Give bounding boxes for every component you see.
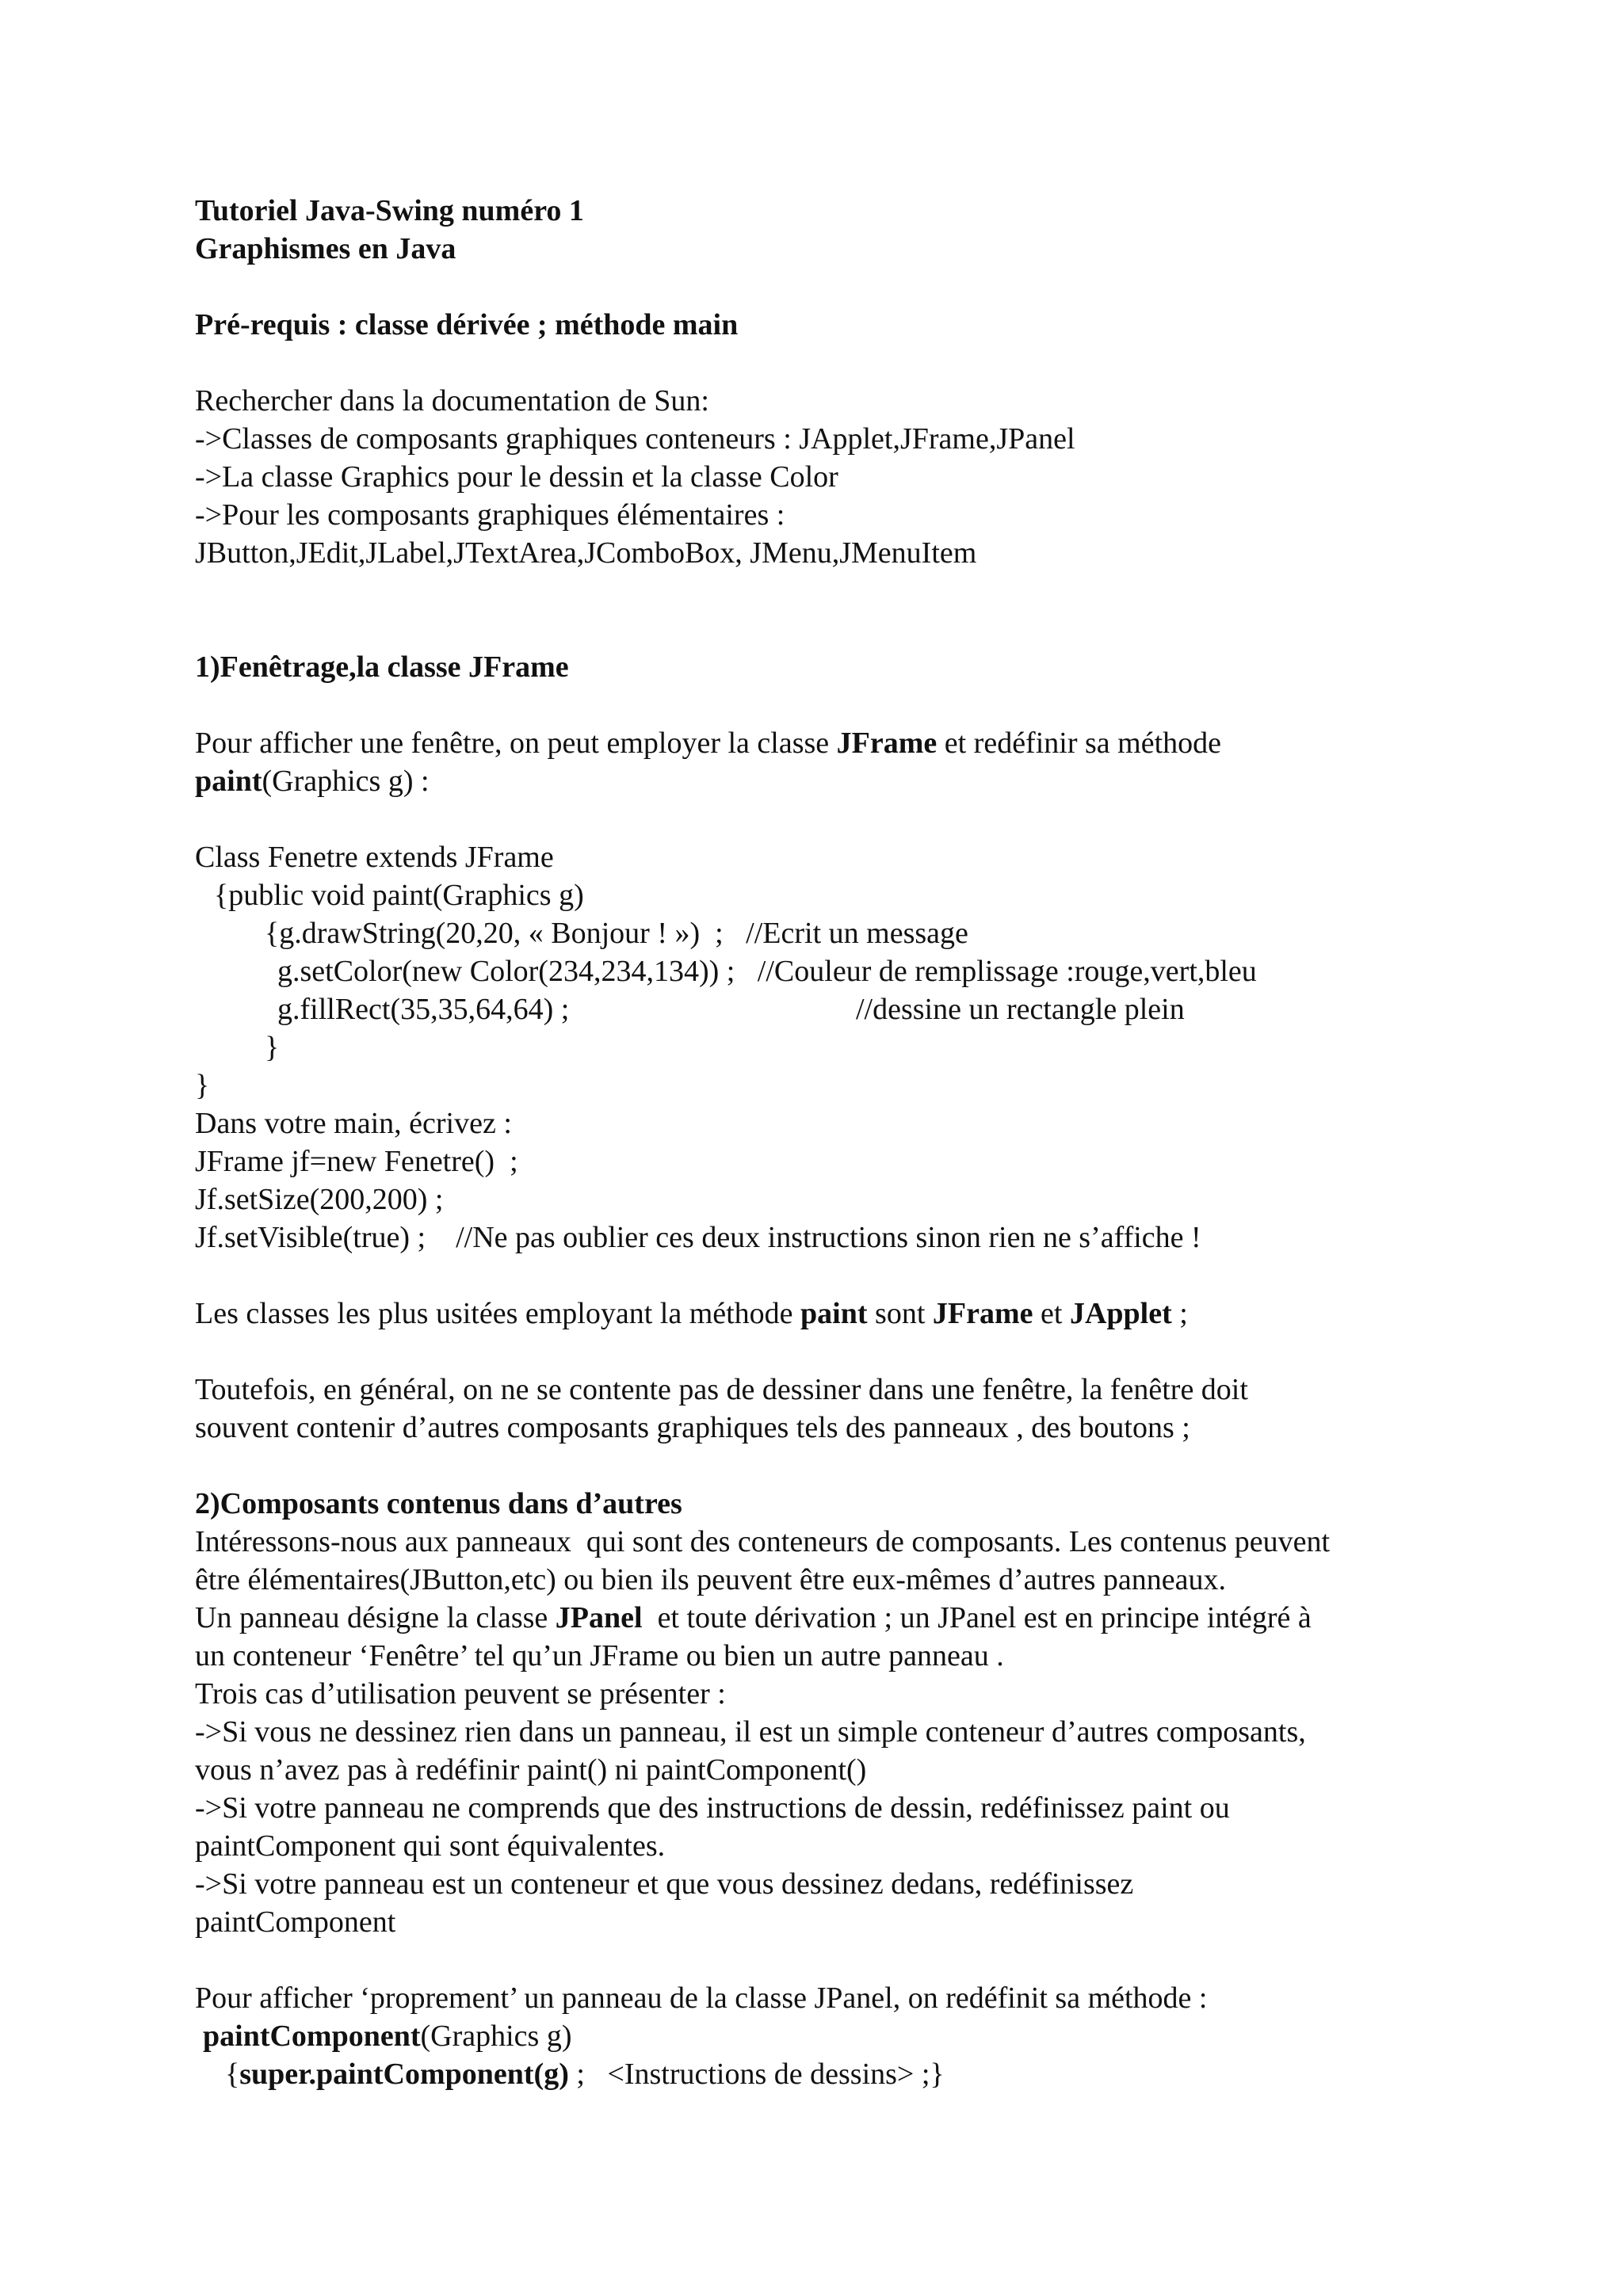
- code-line: }: [265, 1031, 280, 1064]
- section2-line: ->Si votre panneau est un conteneur et que vous dessinez dedans, redéfinissez: [195, 1867, 1134, 1901]
- section2-line: ->Si vous ne dessinez rien dans un panneau, il est un simple conteneur d’autres composants,: [195, 1715, 1306, 1749]
- code-line: Class Fenetre extends JFrame: [195, 841, 554, 874]
- section2-line: Un panneau désigne la classe JPanel et toute dérivation ; un JPanel est en principe intégré à: [195, 1601, 1312, 1634]
- paint-component-body: {super.paintComponent(g) ; <Instructions de dessins> ;}: [225, 2058, 945, 2091]
- section1-paragraph-cont: paint(Graphics g) :: [195, 765, 430, 798]
- code-line: {g.drawString(20,20, « Bonjour ! ») ; //Ecrit un message: [265, 917, 968, 950]
- intro-item: JButton,JEdit,JLabel,JTextArea,JComboBox, JMenu,JMenuItem: [195, 536, 977, 570]
- section2-line: un conteneur ‘Fenêtre’ tel qu’un JFrame ou bien un autre panneau .: [195, 1639, 1004, 1672]
- section2-heading: 2)Composants contenus dans d’autres: [195, 1487, 682, 1520]
- section2-line: Trois cas d’utilisation peuvent se présenter :: [195, 1677, 726, 1711]
- doc-subtitle: Graphismes en Java: [195, 232, 456, 265]
- main-code-line: Jf.setVisible(true) ; //Ne pas oublier ces deux instructions sinon rien ne s’affiche !: [195, 1221, 1201, 1254]
- intro-lead: Rechercher dans la documentation de Sun:: [195, 384, 709, 418]
- section1-paragraph-3: souvent contenir d’autres composants graphiques tels des panneaux , des boutons ;: [195, 1411, 1190, 1444]
- intro-item: ->Pour les composants graphiques élémentaires :: [195, 498, 785, 532]
- section2-line: ->Si votre panneau ne comprends que des instructions de dessin, redéfinissez paint ou: [195, 1791, 1230, 1825]
- section1-paragraph-2: Les classes les plus usitées employant la méthode paint sont JFrame et JApplet ;: [195, 1297, 1188, 1330]
- section2-line: vous n’avez pas à redéfinir paint() ni paintComponent(): [195, 1753, 867, 1787]
- paint-component-signature: paintComponent(Graphics g): [203, 2019, 572, 2053]
- section2-line: Intéressons-nous aux panneaux qui sont des conteneurs de composants. Les contenus peuvent: [195, 1525, 1331, 1558]
- document-page: [195, 192, 1463, 2093]
- code-line: g.setColor(new Color(234,234,134)) ; //Couleur de remplissage :rouge,vert,bleu: [277, 955, 1257, 988]
- code-line: {public void paint(Graphics g): [214, 879, 584, 912]
- code-line: g.fillRect(35,35,64,64) ; //dessine un rectangle plein: [277, 993, 1185, 1026]
- section1-paragraph: Pour afficher une fenêtre, on peut employer la classe JFrame et redéfinir sa méthode: [195, 727, 1221, 760]
- section2-paragraph: Pour afficher ‘proprement’ un panneau de la classe JPanel, on redéfinit sa méthode :: [195, 1981, 1208, 2015]
- section2-line: paintComponent: [195, 1905, 396, 1939]
- prerequisites: Pré-requis : classe dérivée ; méthode main: [195, 308, 739, 341]
- main-code-line: JFrame jf=new Fenetre() ;: [195, 1145, 518, 1178]
- code-line: }: [195, 1069, 210, 1102]
- section1-paragraph-3: Toutefois, en général, on ne se contente pas de dessiner dans une fenêtre, la fenêtre doit: [195, 1373, 1248, 1406]
- main-lead: Dans votre main, écrivez :: [195, 1107, 512, 1140]
- section2-line: être élémentaires(JButton,etc) ou bien ils peuvent être eux-mêmes d’autres panneaux.: [195, 1563, 1226, 1596]
- intro-item: ->Classes de composants graphiques conteneurs : JApplet,JFrame,JPanel: [195, 422, 1075, 456]
- doc-title: Tutoriel Java-Swing numéro 1: [195, 194, 584, 227]
- main-code-line: Jf.setSize(200,200) ;: [195, 1183, 444, 1216]
- section2-line: paintComponent qui sont équivalentes.: [195, 1829, 666, 1863]
- intro-item: ->La classe Graphics pour le dessin et la classe Color: [195, 460, 838, 494]
- section1-heading: 1)Fenêtrage,la classe JFrame: [195, 650, 569, 684]
